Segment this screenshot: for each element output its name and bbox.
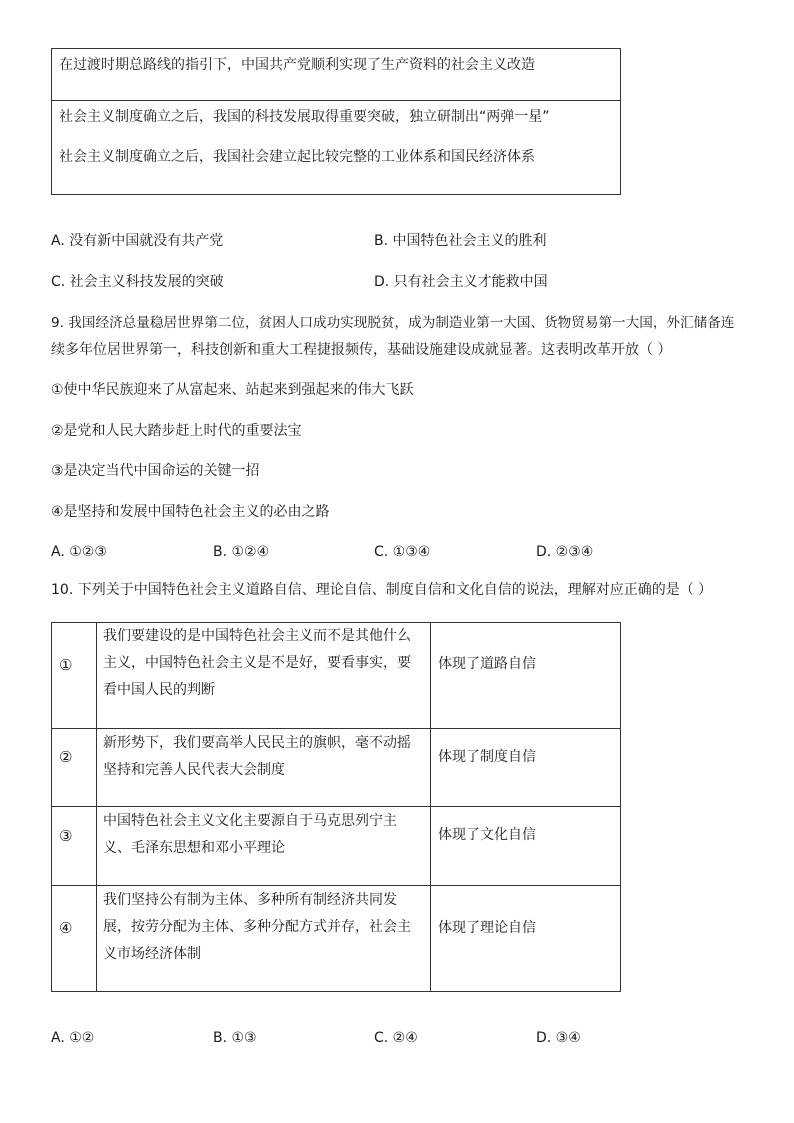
- q9-item-2: ②是党和人民大踏步赶上时代的重要法宝: [51, 423, 302, 439]
- q10-row-3-number: ③: [59, 827, 73, 845]
- q10-table-col-divider-2: [430, 622, 431, 992]
- q10-row-2-content: 新形势下，我们要高举人民民主的旗帜，毫不动摇坚持和完善人民代表大会制度: [103, 735, 411, 778]
- q9-item-4: ④是坚持和发展中国特色社会主义的必由之路: [51, 504, 330, 520]
- q9-option-c[interactable]: C. ①③④: [374, 544, 431, 560]
- q10-option-d[interactable]: D. ③④: [536, 1030, 581, 1046]
- q9-option-b[interactable]: B. ①②④: [213, 544, 270, 560]
- q10-row-4-content: 我们坚持公有制为主体、多种所有制经济共同发展，按劳分配为主体、多种分配方式并存，社会主义市场经济体制: [103, 892, 411, 962]
- q9-option-d[interactable]: D. ②③④: [536, 544, 594, 560]
- q10-row-2-result: 体现了制度自信: [438, 749, 536, 765]
- q9-option-a[interactable]: A. ①②③: [51, 544, 107, 560]
- q10-row-1-result: 体现了道路自信: [438, 656, 536, 672]
- q8-option-d[interactable]: D. 只有社会主义才能救中国: [374, 274, 548, 290]
- q10-table-row-divider-3: [51, 885, 621, 886]
- material-row-2-line-1: 社会主义制度确立之后，我国的科技发展取得重要突破，独立研制出“两弹一星”: [59, 109, 550, 125]
- q10-option-a[interactable]: A. ①②: [51, 1030, 95, 1046]
- q8-option-a[interactable]: A. 没有新中国就没有共产党: [51, 233, 224, 249]
- q9-stem-line-1: 9. 我国经济总量稳居世界第二位，贫困人口成功实现脱贫，成为制造业第一大国、货物贸易第一大国，外汇储备连: [51, 315, 735, 331]
- q9-stem-line-2: 续多年位居世界第一，科技创新和重大工程捷报频传，基础设施建设成就显著。这表明改革开放（ ）: [51, 342, 672, 358]
- q10-row-3-result: 体现了文化自信: [438, 827, 536, 843]
- q10-row-1-content: 我们要建设的是中国特色社会主义而不是其他什么主义，中国特色社会主义是不是好，要看事实，要看中国人民的判断: [103, 628, 411, 698]
- q10-row-3-content: 中国特色社会主义文化主要源自于马克思列宁主义、毛泽东思想和邓小平理论: [103, 813, 397, 856]
- material-row-1: 在过渡时期总路线的指引下，中国共产党顺利实现了生产资料的社会主义改造: [59, 57, 535, 73]
- q10-stem: 10. 下列关于中国特色社会主义道路自信、理论自信、制度自信和文化自信的说法，理解对应正确的是（ ）: [51, 582, 713, 598]
- q10-table-row-divider-1: [51, 728, 621, 729]
- q10-row-1-number: ①: [59, 656, 73, 674]
- material-row-2-line-2: 社会主义制度确立之后，我国社会建立起比较完整的工业体系和国民经济体系: [59, 149, 535, 165]
- q10-row-4-result: 体现了理论自信: [438, 920, 536, 936]
- q10-option-c[interactable]: C. ②④: [374, 1030, 418, 1046]
- q10-table-row-divider-2: [51, 806, 621, 807]
- q9-item-3: ③是决定当代中国命运的关键一招: [51, 463, 260, 479]
- q10-table-col-divider-1: [96, 622, 97, 992]
- q10-row-2-number: ②: [59, 748, 73, 766]
- q8-option-b[interactable]: B. 中国特色社会主义的胜利: [374, 233, 547, 249]
- q8-option-c[interactable]: C. 社会主义科技发展的突破: [51, 274, 224, 290]
- q10-option-b[interactable]: B. ①③: [213, 1030, 257, 1046]
- q10-row-4-number: ④: [59, 919, 73, 937]
- q9-item-1: ①使中华民族迎来了从富起来、站起来到强起来的伟大飞跃: [51, 382, 414, 398]
- material-box-divider: [51, 100, 621, 101]
